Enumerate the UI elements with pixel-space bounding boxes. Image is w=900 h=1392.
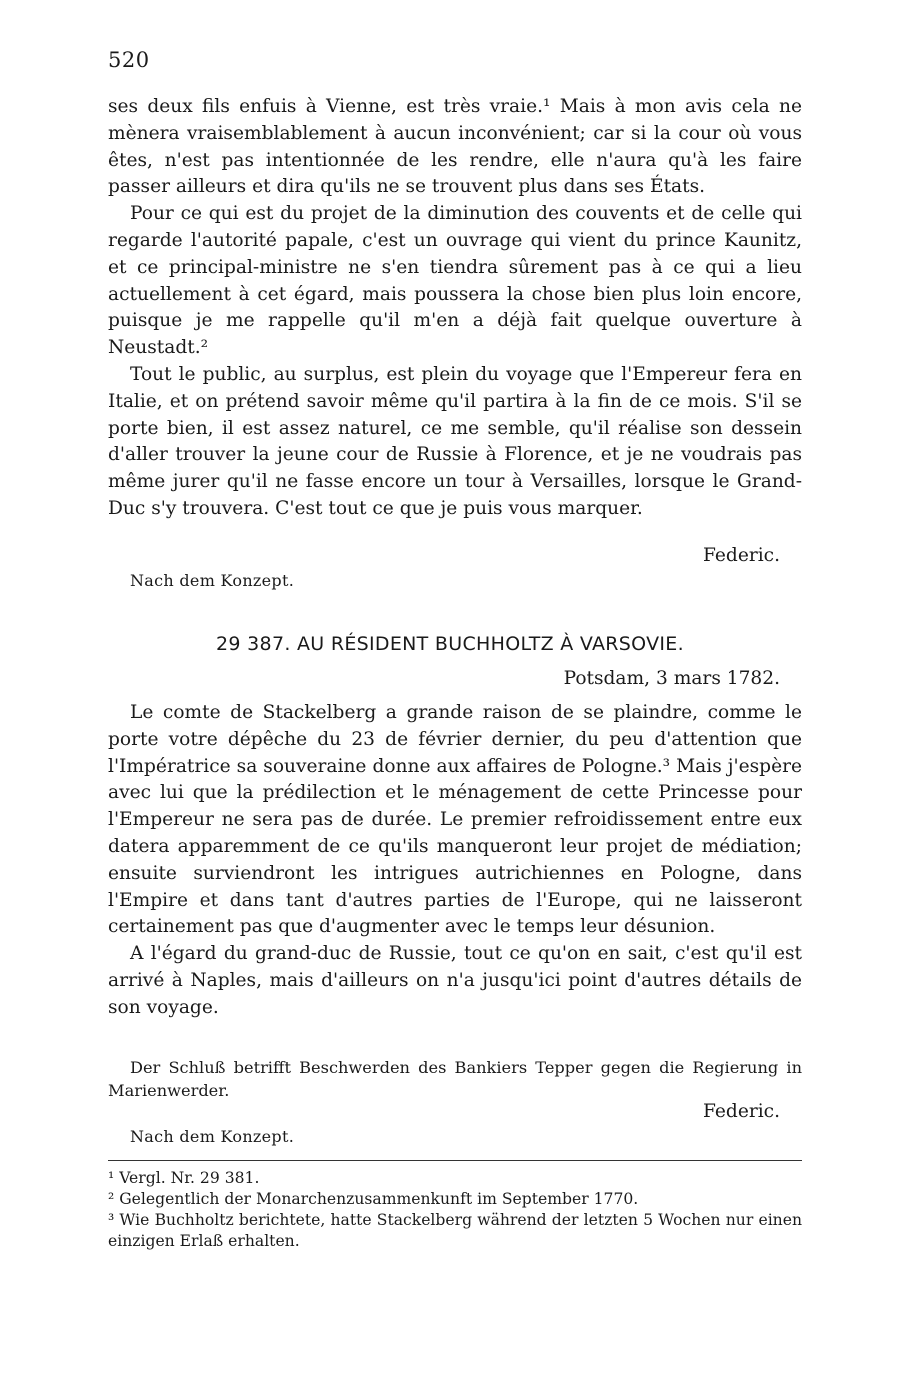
letter-1-signature: Federic.: [703, 545, 780, 566]
letter-1-paragraph-1: ses deux fils enfuis à Vienne, est très vraie.¹ Mais à mon avis cela ne mènera vraisemblablement à aucun inconvénient; car si la cour où vous êtes, n'est pas intentionnée de les rendre, elle n'aura qu'à les faire passer ailleurs et dira qu'ils ne se trouvent plus dans ses États.: [108, 96, 802, 198]
letter-1-source-note: Nach dem Konzept.: [130, 571, 295, 590]
page-number: 520: [108, 48, 150, 72]
letter-2-heading: 29 387. AU RÉSIDENT BUCHHOLTZ À VARSOVIE.: [216, 633, 684, 655]
letter-1-paragraph-2: Pour ce qui est du projet de la diminution des couvents et de celle qui regarde l'autorité papale, c'est un ouvrage qui vient du prince Kaunitz, et ce principal-ministre ne s'en tiendra sûrement pas à ce qui a lieu actuellement à cet égard, mais poussera la chose bien plus loin encore, puisque je me rappelle qu'il m'en a déjà fait quelque ouverture à Neustadt.²: [108, 203, 802, 359]
letter-2-summary: [108, 1057, 802, 1102]
letter-2-paragraph-2: A l'égard du grand-duc de Russie, tout ce qu'on en sait, c'est qu'il est arrivé à Naples, mais d'ailleurs on n'a jusqu'ici point d'autres détails de son voyage.: [108, 943, 802, 1018]
footnote-3: ³ Wie Buchholtz berichtete, hatte Stackelberg während der letzten 5 Wochen nur einen einzigen Erlaß erhalten.: [108, 1211, 802, 1250]
letter-2-body: [108, 700, 802, 1022]
footnotes: [108, 1168, 802, 1252]
footnote-1: ¹ Vergl. Nr. 29 381.: [108, 1169, 260, 1187]
letter-2-dateline: Potsdam, 3 mars 1782.: [563, 668, 780, 689]
letter-1-paragraph-3: Tout le public, au surplus, est plein du voyage que l'Empereur fera en Italie, et on prétend savoir même qu'il partira à la fin de ce mois. S'il se porte bien, il est assez naturel, ce me semble, qu'il réalise son dessein d'aller trouver la jeune cour de Russie à Florence, et je ne voudrais pas même jurer qu'il ne fasse encore un tour à Versailles, lorsque le Grand-Duc s'y trouvera. C'est tout ce que je puis vous marquer.: [108, 363, 802, 519]
footnote-divider: [108, 1160, 802, 1161]
footnote-2: ² Gelegentlich der Monarchenzusammenkunft im September 1770.: [108, 1190, 639, 1208]
letter-2-summary-note: Der Schluß betrifft Beschwerden des Bankiers Tepper gegen die Regierung in Marienwerder.: [108, 1058, 802, 1100]
letter-2-source-note: Nach dem Konzept.: [130, 1127, 295, 1146]
letter-1-body: [108, 94, 802, 523]
letter-2-paragraph-1: Le comte de Stackelberg a grande raison de se plaindre, comme le porte votre dépêche du 23 de février dernier, du peu d'attention que l'Impératrice sa souveraine donne aux affaires de Pologne.³ Mais j'espère avec lui que la prédilection et le ménagement de cette Princesse pour l'Empereur ne sera pas de durée. Le premier refroidissement entre eux datera apparemment de ce qu'ils manqueront leur projet de médiation; ensuite surviendront les intrigues autrichiennes en Pologne, dans l'Empire et dans tant d'autres parties de l'Europe, qui ne laisseront certainement pas que d'augmenter avec le temps leur désunion.: [108, 702, 802, 938]
letter-2-signature: Federic.: [703, 1101, 780, 1122]
